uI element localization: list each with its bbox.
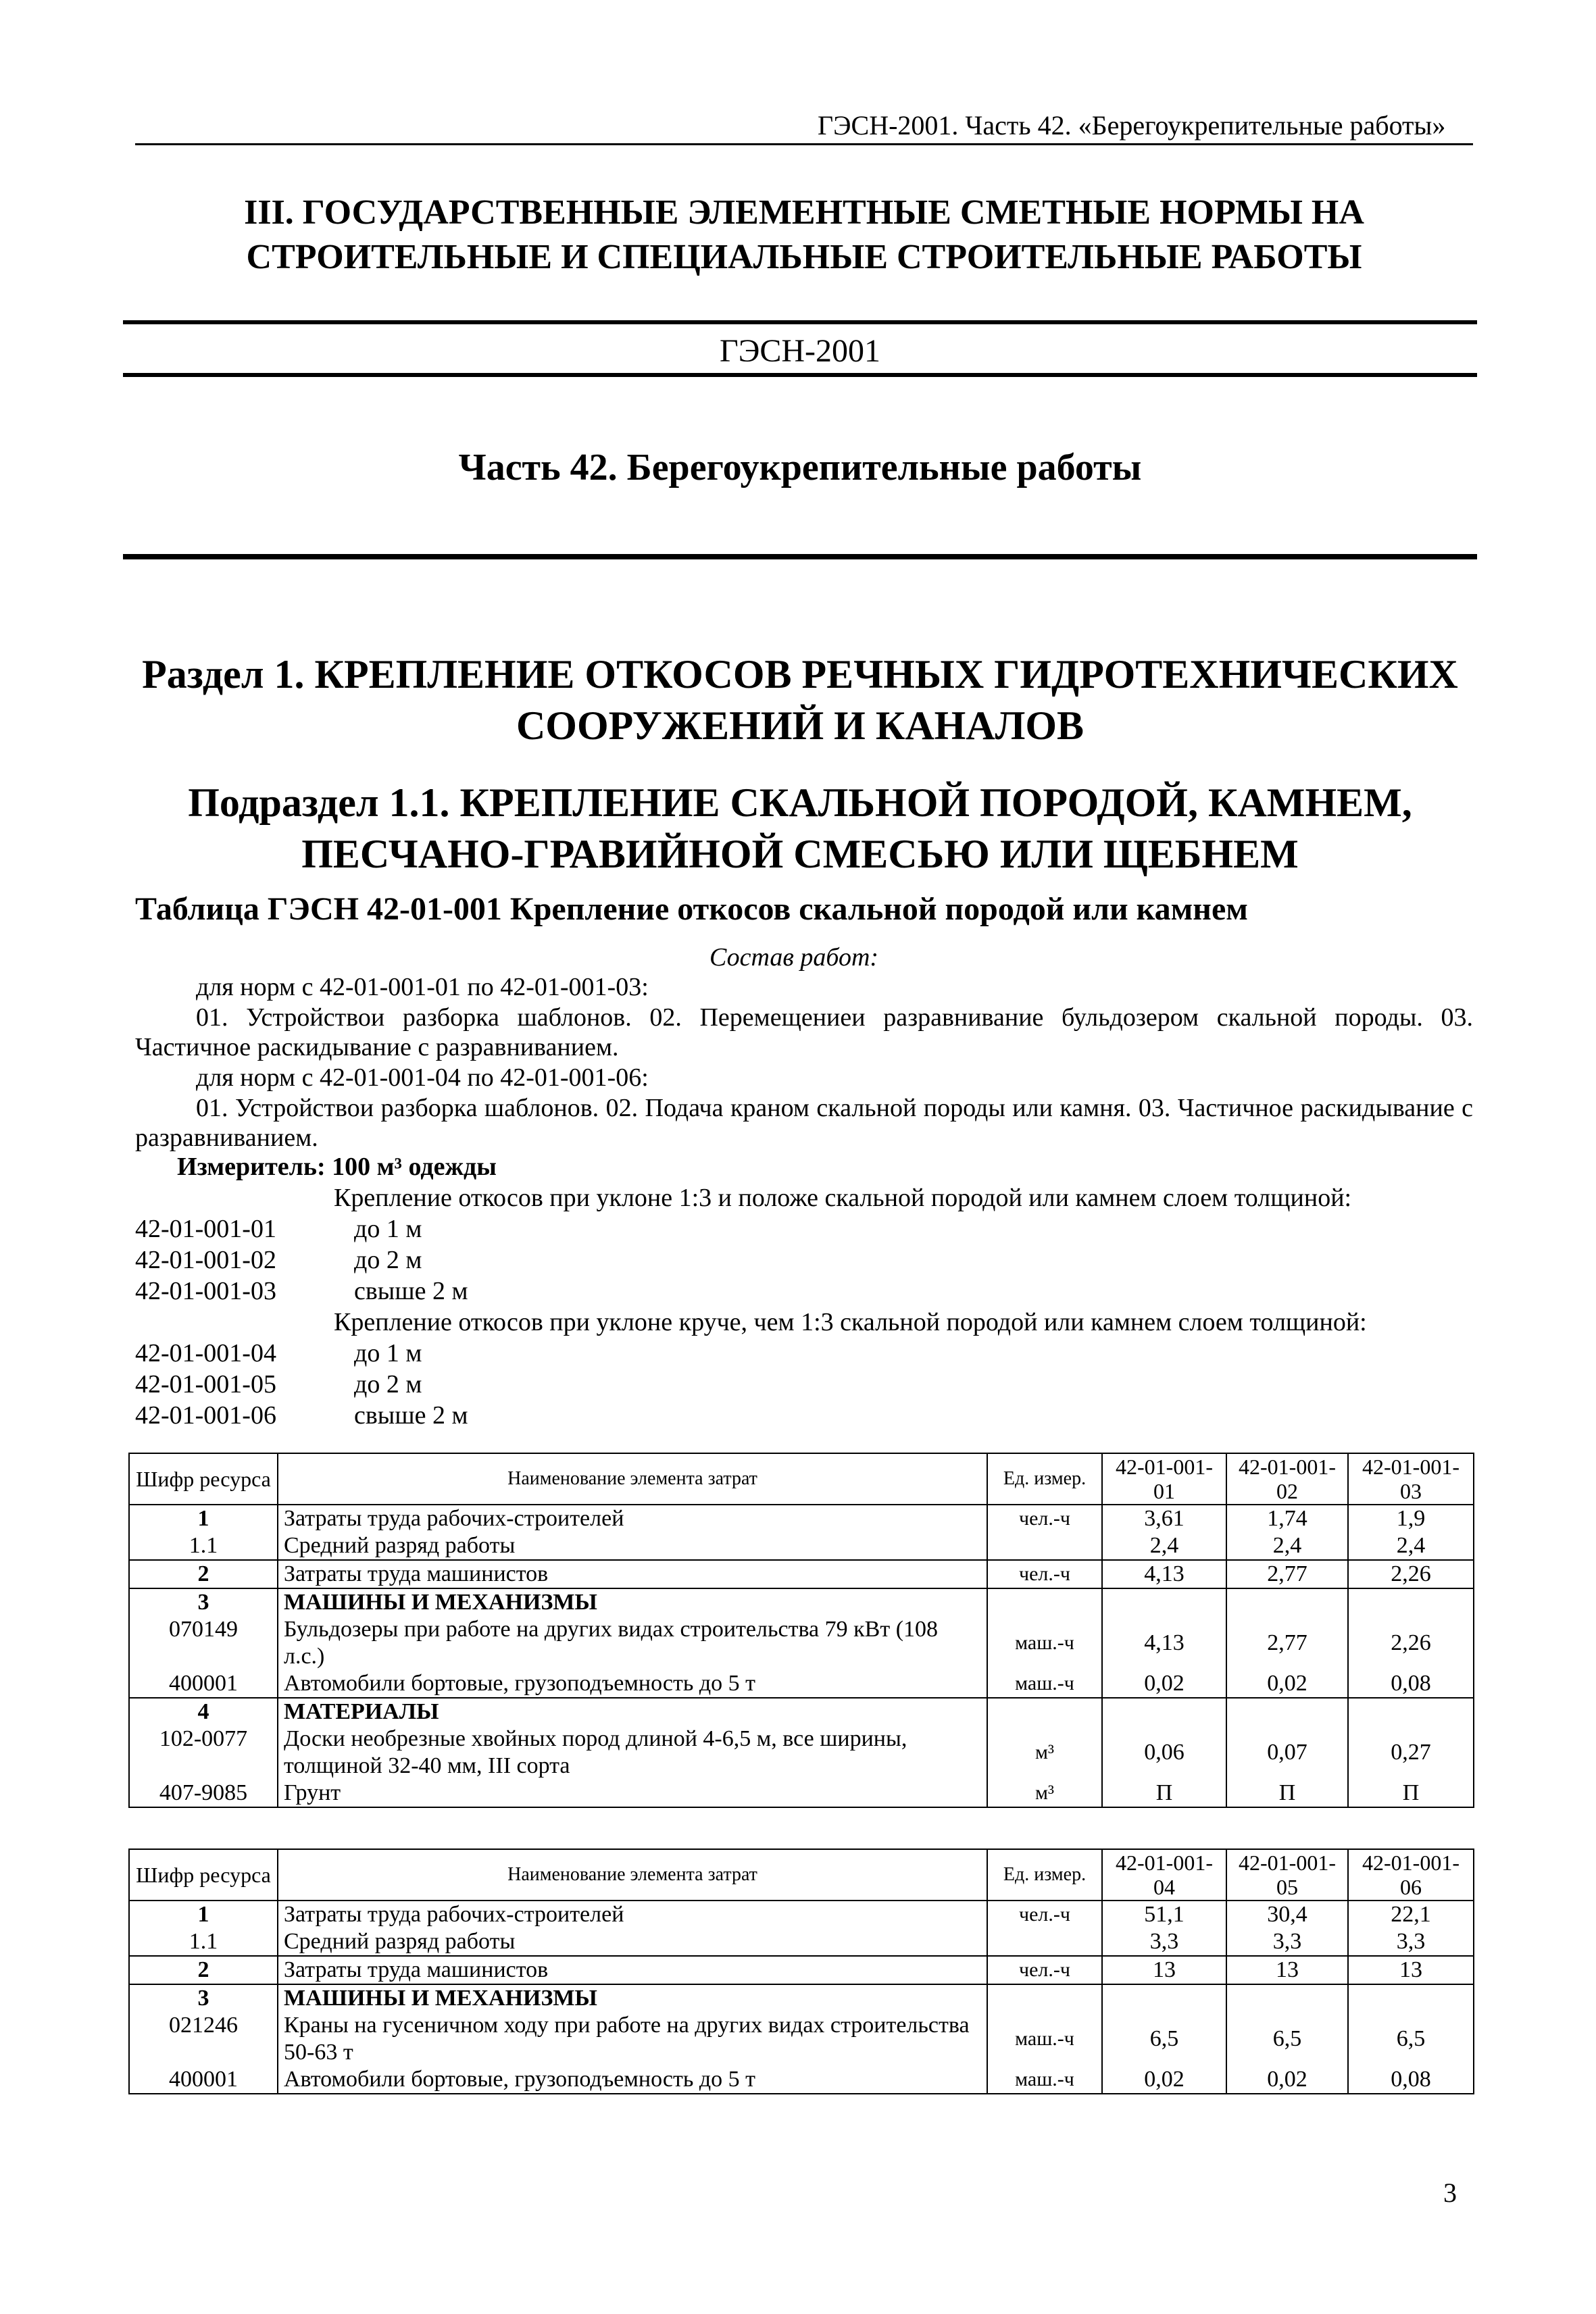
row-value: 13 bbox=[1348, 1956, 1474, 1984]
norm-label: свыше 2 м bbox=[354, 1401, 468, 1430]
row-unit: маш.-ч bbox=[987, 2012, 1102, 2066]
row-value: 0,27 bbox=[1348, 1726, 1474, 1780]
row-value: 0,08 bbox=[1348, 1670, 1474, 1698]
measure-unit: Измеритель: 100 м³ одежды bbox=[177, 1153, 497, 1181]
table-row bbox=[129, 1780, 1474, 1807]
norm-code: 42-01-001-05 bbox=[135, 1370, 276, 1399]
table-row bbox=[129, 1505, 1474, 1532]
cost-table-2 bbox=[128, 1848, 1474, 2094]
row-name: МАШИНЫ И МЕХАНИЗМЫ bbox=[278, 1984, 987, 2012]
header-norm: 42-01-001-06 bbox=[1348, 1849, 1474, 1901]
row-name: Затраты труда рабочих-строителей bbox=[278, 1505, 987, 1532]
subsection-title-line-1: Подраздел 1.1. КРЕПЛЕНИЕ СКАЛЬНОЙ ПОРОДОЙ, КАМНЕМ, bbox=[188, 780, 1412, 825]
row-value: 0,06 bbox=[1102, 1726, 1226, 1780]
row-unit: м³ bbox=[987, 1726, 1102, 1780]
composition-group1-text: 01. Устройствои разборка шаблонов. 02. Перемещениеи разравнивание бульдозером скальной породы. 03. Частичное раскидывание с разравниванием. bbox=[135, 1003, 1473, 1061]
row-unit: маш.-ч bbox=[987, 1616, 1102, 1670]
composition-label: Состав работ: bbox=[709, 943, 879, 972]
row-value: 2,4 bbox=[1348, 1532, 1474, 1560]
header-norm: 42-01-001-04 bbox=[1102, 1849, 1226, 1901]
row-value: 2,4 bbox=[1226, 1532, 1348, 1560]
table-row bbox=[129, 2012, 1474, 2066]
main-title-line-1: III. ГОСУДАРСТВЕННЫЕ ЭЛЕМЕНТНЫЕ СМЕТНЫЕ НОРМЫ НА bbox=[244, 193, 1364, 232]
row-value: 4,13 bbox=[1102, 1560, 1226, 1588]
subsection-title bbox=[123, 777, 1477, 880]
row-value: 6,5 bbox=[1348, 2012, 1474, 2066]
table-row bbox=[129, 1956, 1474, 1984]
row-value: 6,5 bbox=[1102, 2012, 1226, 2066]
header-norm: 42-01-001-03 bbox=[1348, 1453, 1474, 1505]
composition-group2-text: 01. Устройствои разборка шаблонов. 02. Подача краном скальной породы или камня. 03. Частичное раскидывание с разравниванием. bbox=[135, 1094, 1473, 1152]
row-name: Грунт bbox=[278, 1780, 987, 1807]
row-name: МАШИНЫ И МЕХАНИЗМЫ bbox=[278, 1588, 987, 1616]
row-value: П bbox=[1102, 1780, 1226, 1807]
header-code: Шифр ресурса bbox=[129, 1849, 278, 1901]
row-name: Средний разряд работы bbox=[278, 1928, 987, 1956]
row-unit: чел.-ч bbox=[987, 1505, 1102, 1532]
row-value: 4,13 bbox=[1102, 1616, 1226, 1670]
rule-part bbox=[123, 554, 1477, 559]
row-name: Автомобили бортовые, грузоподъемность до 5 т bbox=[278, 1670, 987, 1698]
composition-group2-header: для норм с 42-01-001-04 по 42-01-001-06: bbox=[196, 1063, 649, 1092]
row-code: 102-0077 bbox=[129, 1726, 278, 1780]
main-title bbox=[135, 191, 1473, 280]
header-name: Наименование элемента затрат bbox=[278, 1453, 987, 1505]
header-code: Шифр ресурса bbox=[129, 1453, 278, 1505]
running-header: ГЭСН-2001. Часть 42. «Берегоукрепительные работы» bbox=[818, 110, 1446, 141]
row-value: 22,1 bbox=[1348, 1901, 1474, 1928]
row-code: 1.1 bbox=[129, 1532, 278, 1560]
subsection-title-line-2: ПЕСЧАНО-ГРАВИЙНОЙ СМЕСЬЮ ИЛИ ЩЕБНЕМ bbox=[301, 832, 1299, 876]
row-code: 400001 bbox=[129, 2066, 278, 2094]
rule-top bbox=[123, 320, 1477, 324]
norm-label: свыше 2 м bbox=[354, 1277, 468, 1305]
row-name: Затраты труда машинистов bbox=[278, 1560, 987, 1588]
row-value: 2,77 bbox=[1226, 1560, 1348, 1588]
row-unit: чел.-ч bbox=[987, 1956, 1102, 1984]
row-value: 0,02 bbox=[1226, 1670, 1348, 1698]
header-unit: Ед. измер. bbox=[987, 1453, 1102, 1505]
row-value: 0,02 bbox=[1102, 2066, 1226, 2094]
row-name: МАТЕРИАЛЫ bbox=[278, 1698, 987, 1726]
row-value: 2,26 bbox=[1348, 1560, 1474, 1588]
row-unit: чел.-ч bbox=[987, 1560, 1102, 1588]
norm-group2-title: Крепление откосов при уклоне круче, чем 1:3 скальной породой или камнем слоем толщиной: bbox=[334, 1308, 1367, 1336]
header-unit: Ед. измер. bbox=[987, 1849, 1102, 1901]
row-unit bbox=[987, 1928, 1102, 1956]
row-name: Затраты труда машинистов bbox=[278, 1956, 987, 1984]
table-row bbox=[129, 1984, 1474, 2012]
row-unit: маш.-ч bbox=[987, 1670, 1102, 1698]
row-name: Средний разряд работы bbox=[278, 1532, 987, 1560]
header-norm: 42-01-001-05 bbox=[1226, 1849, 1348, 1901]
header-name: Наименование элемента затрат bbox=[278, 1849, 987, 1901]
row-value: П bbox=[1348, 1780, 1474, 1807]
row-name: Бульдозеры при работе на других видах строительства 79 кВт (108 л.с.) bbox=[278, 1616, 987, 1670]
table-row bbox=[129, 1726, 1474, 1780]
row-unit: маш.-ч bbox=[987, 2066, 1102, 2094]
row-code: 400001 bbox=[129, 1670, 278, 1698]
row-code: 1 bbox=[129, 1505, 278, 1532]
row-code: 070149 bbox=[129, 1616, 278, 1670]
norm-code: 42-01-001-03 bbox=[135, 1277, 276, 1305]
cost-table-1 bbox=[128, 1453, 1474, 1808]
table-row bbox=[129, 2066, 1474, 2094]
norm-code: 42-01-001-01 bbox=[135, 1215, 276, 1243]
row-value: 3,3 bbox=[1226, 1928, 1348, 1956]
row-value: 0,02 bbox=[1102, 1670, 1226, 1698]
page-number: 3 bbox=[1443, 2178, 1457, 2208]
norm-code: 42-01-001-02 bbox=[135, 1246, 276, 1274]
table-row bbox=[129, 1698, 1474, 1726]
row-code: 1.1 bbox=[129, 1928, 278, 1956]
row-unit: чел.-ч bbox=[987, 1901, 1102, 1928]
row-value: 1,9 bbox=[1348, 1505, 1474, 1532]
norm-code: 42-01-001-04 bbox=[135, 1339, 276, 1367]
row-value: 1,74 bbox=[1226, 1505, 1348, 1532]
row-name: Доски необрезные хвойных пород длиной 4-6,5 м, все ширины, толщиной 32-40 мм, III сорта bbox=[278, 1726, 987, 1780]
norm-label: до 2 м bbox=[354, 1370, 422, 1399]
row-value: 2,26 bbox=[1348, 1616, 1474, 1670]
table-row bbox=[129, 1670, 1474, 1698]
row-code: 2 bbox=[129, 1560, 278, 1588]
row-value: 51,1 bbox=[1102, 1901, 1226, 1928]
rule-under-code bbox=[123, 373, 1477, 377]
row-value: 0,07 bbox=[1226, 1726, 1348, 1780]
norm-label: до 2 м bbox=[354, 1246, 422, 1274]
row-value: 2,77 bbox=[1226, 1616, 1348, 1670]
table-title: Таблица ГЭСН 42-01-001 Крепление откосов скальной породой или камнем bbox=[135, 891, 1248, 927]
header-norm: 42-01-001-01 bbox=[1102, 1453, 1226, 1505]
section-title bbox=[123, 649, 1477, 751]
row-name: Краны на гусеничном ходу при работе на других видах строительства 50-63 т bbox=[278, 2012, 987, 2066]
row-name: Затраты труда рабочих-строителей bbox=[278, 1901, 987, 1928]
row-value: 30,4 bbox=[1226, 1901, 1348, 1928]
table-row bbox=[129, 1928, 1474, 1956]
row-value: 2,4 bbox=[1102, 1532, 1226, 1560]
row-code: 1 bbox=[129, 1901, 278, 1928]
row-unit: м³ bbox=[987, 1780, 1102, 1807]
row-value: 0,08 bbox=[1348, 2066, 1474, 2094]
row-value: П bbox=[1226, 1780, 1348, 1807]
norm-label: до 1 м bbox=[354, 1215, 422, 1243]
table-row bbox=[129, 1901, 1474, 1928]
part-title: Часть 42. Берегоукрепительные работы bbox=[458, 447, 1142, 488]
section-title-line-2: СООРУЖЕНИЙ И КАНАЛОВ bbox=[516, 703, 1084, 748]
row-value: 13 bbox=[1102, 1956, 1226, 1984]
row-code: 021246 bbox=[129, 2012, 278, 2066]
composition-group1-header: для норм с 42-01-001-01 по 42-01-001-03: bbox=[196, 973, 649, 1001]
main-title-line-2: СТРОИТЕЛЬНЫЕ И СПЕЦИАЛЬНЫЕ СТРОИТЕЛЬНЫЕ РАБОТЫ bbox=[246, 238, 1362, 276]
row-code: 3 bbox=[129, 1588, 278, 1616]
row-code: 3 bbox=[129, 1984, 278, 2012]
norm-group1-title: Крепление откосов при уклоне 1:3 и положе скальной породой или камнем слоем толщиной: bbox=[334, 1184, 1352, 1212]
row-value: 3,3 bbox=[1348, 1928, 1474, 1956]
row-code: 4 bbox=[129, 1698, 278, 1726]
row-value: 0,02 bbox=[1226, 2066, 1348, 2094]
table-row bbox=[129, 1560, 1474, 1588]
section-title-line-1: Раздел 1. КРЕПЛЕНИЕ ОТКОСОВ РЕЧНЫХ ГИДРОТЕХНИЧЕСКИХ bbox=[142, 652, 1458, 697]
header-norm: 42-01-001-02 bbox=[1226, 1453, 1348, 1505]
table-row bbox=[129, 1588, 1474, 1616]
table-row bbox=[129, 1616, 1474, 1670]
header-rule bbox=[135, 143, 1473, 145]
row-value: 3,3 bbox=[1102, 1928, 1226, 1956]
row-value: 13 bbox=[1226, 1956, 1348, 1984]
row-unit bbox=[987, 1532, 1102, 1560]
row-code: 2 bbox=[129, 1956, 278, 1984]
row-value: 3,61 bbox=[1102, 1505, 1226, 1532]
row-name: Автомобили бортовые, грузоподъемность до 5 т bbox=[278, 2066, 987, 2094]
row-value: 6,5 bbox=[1226, 2012, 1348, 2066]
code-title: ГЭСН-2001 bbox=[719, 333, 881, 369]
table-row bbox=[129, 1532, 1474, 1560]
norm-label: до 1 м bbox=[354, 1339, 422, 1367]
norm-code: 42-01-001-06 bbox=[135, 1401, 276, 1430]
row-code: 407-9085 bbox=[129, 1780, 278, 1807]
